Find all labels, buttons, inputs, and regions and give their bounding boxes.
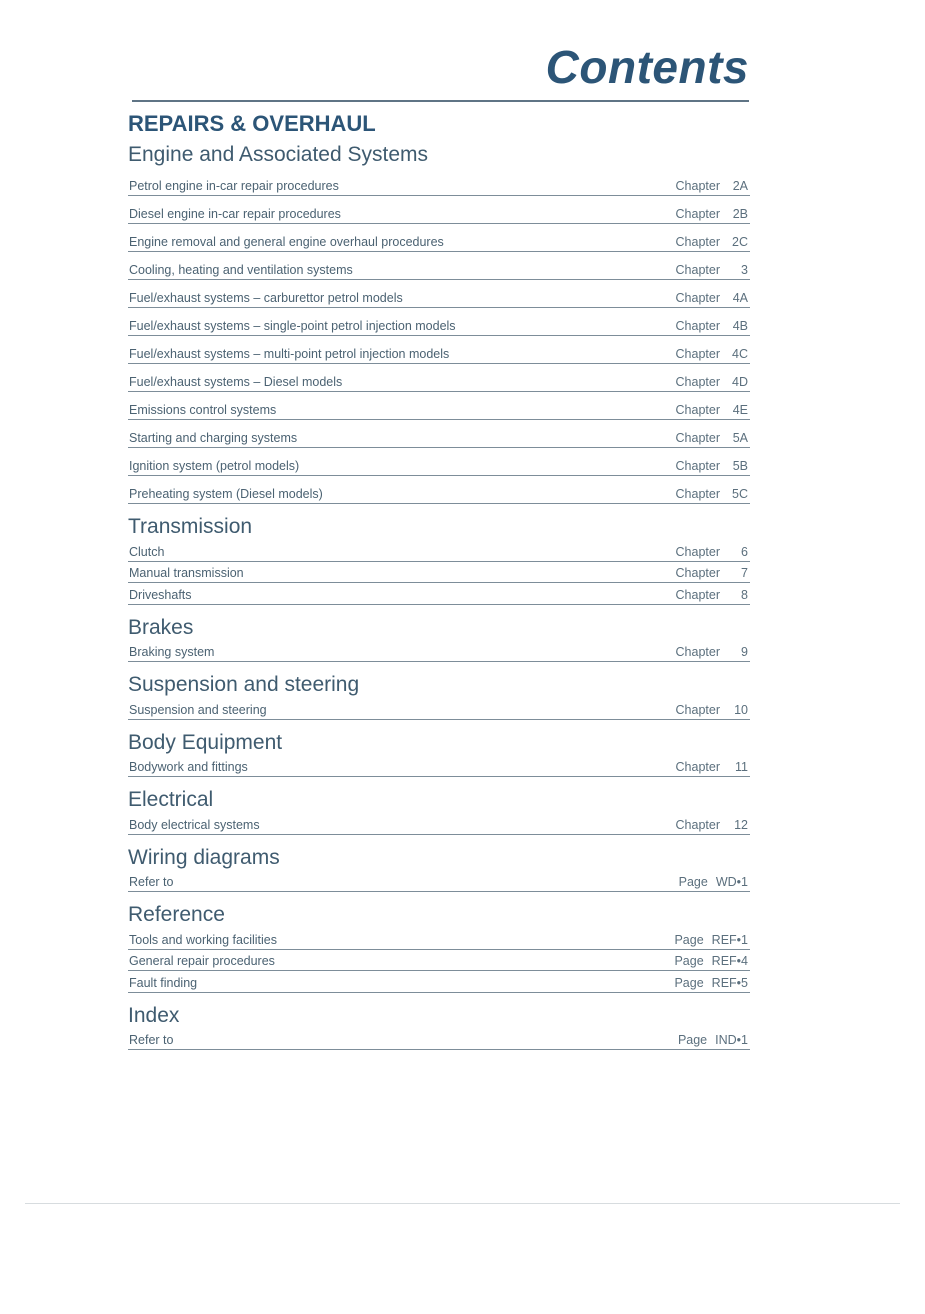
toc-section	[128, 730, 750, 778]
toc-entry[interactable]	[128, 971, 750, 993]
entry-label: Driveshafts	[129, 587, 192, 602]
toc-entry[interactable]	[128, 583, 750, 605]
entry-ref-number: REF•4	[711, 954, 748, 968]
toc-section	[128, 845, 750, 893]
entry-ref-number: 9	[741, 645, 748, 659]
entry-ref-number: 4D	[732, 375, 748, 389]
section-title: Body Equipment	[128, 730, 283, 754]
toc-entry[interactable]	[128, 641, 750, 663]
entry-ref-number: 4C	[732, 347, 748, 361]
toc-sections	[128, 142, 750, 1050]
entry-reference	[676, 645, 750, 659]
entry-reference	[676, 319, 750, 333]
entry-ref-number: 3	[741, 263, 748, 277]
section-title: Transmission	[128, 515, 253, 538]
toc-entry[interactable]	[128, 756, 750, 778]
entry-ref-number: 7	[741, 566, 748, 580]
toc-entry[interactable]	[128, 336, 750, 364]
entry-label: Starting and charging systems	[129, 431, 298, 445]
section-title: Suspension and steering	[128, 673, 360, 696]
entry-ref-word: Chapter	[675, 263, 720, 277]
toc-section	[128, 902, 750, 993]
entry-ref-word: Chapter	[675, 817, 720, 832]
entry-reference	[676, 703, 750, 717]
entry-reference	[676, 375, 750, 389]
entry-label: General repair procedures	[129, 954, 275, 968]
entry-label: Tools and working facilities	[129, 932, 277, 947]
entry-label: Body electrical systems	[129, 817, 260, 832]
toc-section	[128, 1003, 750, 1051]
toc-entry[interactable]	[128, 196, 750, 224]
entry-ref-number: IND•1	[715, 1033, 748, 1047]
toc-entry[interactable]	[128, 813, 750, 835]
entry-reference	[674, 954, 750, 968]
entry-reference	[678, 1033, 750, 1047]
section-title: Index	[128, 1003, 180, 1027]
entry-ref-word: Page	[674, 954, 704, 968]
entry-ref-word: Chapter	[675, 291, 720, 305]
bottom-rule	[25, 1203, 900, 1204]
entry-label: Bodywork and fittings	[129, 760, 248, 774]
entry-reference	[676, 291, 750, 305]
entry-ref-word: Chapter	[675, 431, 720, 445]
section-title: Wiring diagrams	[128, 845, 280, 869]
toc-entry[interactable]	[128, 392, 750, 420]
entry-label: Braking system	[129, 645, 215, 659]
entry-reference	[676, 235, 750, 249]
entry-label: Fuel/exhaust systems – single-point petrol injection models	[129, 319, 456, 333]
entry-ref-word: Chapter	[675, 487, 720, 501]
entry-ref-word: Chapter	[675, 319, 720, 333]
section-title: Brakes	[128, 615, 194, 639]
entry-ref-word: Page	[678, 875, 708, 889]
entry-ref-number: 6	[741, 544, 748, 559]
toc-entry[interactable]	[128, 280, 750, 308]
entry-ref-word: Chapter	[675, 235, 720, 249]
entry-label: Suspension and steering	[129, 702, 267, 717]
entry-label: Clutch	[129, 544, 165, 559]
entry-label: Petrol engine in-car repair procedures	[129, 179, 339, 193]
entry-label: Preheating system (Diesel models)	[129, 487, 323, 501]
toc-section	[128, 787, 750, 835]
section-title: Engine and Associated Systems	[128, 143, 429, 166]
table-of-contents	[128, 108, 750, 1050]
entry-ref-word: Chapter	[675, 347, 720, 361]
toc-entry[interactable]	[128, 224, 750, 252]
toc-entry[interactable]	[128, 698, 750, 720]
entry-ref-word: Chapter	[675, 375, 720, 389]
entry-label: Diesel engine in-car repair procedures	[129, 207, 341, 221]
entry-label: Manual transmission	[129, 566, 244, 580]
entry-ref-word: Page	[674, 975, 704, 990]
toc-entry[interactable]	[128, 420, 750, 448]
entry-ref-number: 8	[741, 587, 748, 602]
entry-ref-word: Chapter	[675, 566, 720, 580]
toc-entry[interactable]	[128, 871, 750, 893]
entry-reference	[676, 431, 750, 445]
entry-ref-number: WD•1	[715, 875, 748, 889]
toc-entry[interactable]	[128, 950, 750, 972]
toc-section	[128, 514, 750, 605]
entry-reference	[676, 760, 750, 774]
entry-label: Emissions control systems	[129, 403, 277, 417]
entry-reference	[676, 179, 750, 193]
entry-ref-word: Chapter	[675, 587, 720, 602]
entry-label: Refer to	[129, 875, 174, 889]
entry-reference	[676, 818, 750, 832]
entry-reference	[676, 207, 750, 221]
entry-ref-word: Chapter	[675, 544, 720, 559]
toc-entry[interactable]	[128, 252, 750, 280]
page-title: Contents	[545, 41, 749, 93]
entry-ref-word: Chapter	[675, 645, 720, 659]
entry-ref-word: Chapter	[675, 760, 720, 774]
entry-label: Fuel/exhaust systems – carburettor petrol models	[129, 291, 403, 305]
toc-entry[interactable]	[128, 448, 750, 476]
entry-label: Refer to	[129, 1033, 174, 1047]
entry-ref-word: Chapter	[675, 179, 720, 193]
toc-entry[interactable]	[128, 308, 750, 336]
section-title: Electrical	[128, 788, 214, 811]
entry-label: Fault finding	[129, 975, 198, 990]
entry-ref-number: 10	[734, 702, 748, 717]
entry-reference	[676, 459, 750, 473]
toc-entry[interactable]	[128, 168, 750, 196]
entry-reference	[676, 263, 750, 277]
entry-reference	[676, 403, 750, 417]
toc-entry[interactable]	[128, 562, 750, 584]
entry-ref-number: 11	[735, 760, 748, 774]
entry-ref-number: REF•1	[711, 932, 748, 947]
entry-ref-number: 12	[734, 817, 748, 832]
part-title: REPAIRS & OVERHAUL	[128, 111, 376, 136]
entry-ref-word: Chapter	[675, 459, 720, 473]
entry-reference	[676, 588, 750, 602]
entry-ref-word: Chapter	[675, 702, 720, 717]
toc-section	[128, 142, 750, 504]
entry-reference	[674, 976, 750, 990]
section-title: Reference	[128, 903, 225, 926]
entry-label: Fuel/exhaust systems – multi-point petrol injection models	[129, 347, 450, 361]
entry-ref-word: Chapter	[675, 207, 720, 221]
toc-entry[interactable]	[128, 540, 750, 562]
entry-ref-number: 2A	[732, 179, 748, 193]
toc-entry[interactable]	[128, 1029, 750, 1051]
entry-reference	[676, 545, 750, 559]
toc-section	[128, 615, 750, 663]
entry-reference	[674, 933, 750, 947]
toc-entry[interactable]	[128, 364, 750, 392]
entry-reference	[676, 487, 750, 501]
entry-reference	[676, 566, 750, 580]
toc-section	[128, 672, 750, 720]
entry-ref-word: Chapter	[675, 403, 720, 417]
entry-ref-number: 5B	[732, 459, 748, 473]
entry-ref-number: 5A	[732, 431, 748, 445]
entry-ref-number: REF•5	[711, 975, 748, 990]
entry-ref-number: 4E	[732, 403, 748, 417]
entry-label: Ignition system (petrol models)	[129, 459, 300, 473]
title-rule	[132, 100, 749, 102]
entry-ref-number: 2B	[732, 207, 748, 221]
entry-reference	[679, 875, 750, 889]
entry-label: Cooling, heating and ventilation systems	[129, 263, 353, 277]
entry-ref-word: Page	[677, 1033, 708, 1047]
entry-ref-word: Page	[674, 932, 704, 947]
toc-entry[interactable]	[128, 928, 750, 950]
toc-entry[interactable]	[128, 476, 750, 504]
entry-ref-number: 4B	[732, 319, 748, 333]
entry-ref-number: 5C	[732, 487, 748, 501]
entry-ref-number: 4A	[732, 291, 748, 305]
entry-reference	[676, 347, 750, 361]
entry-label: Fuel/exhaust systems – Diesel models	[129, 375, 343, 389]
entry-label: Engine removal and general engine overhaul procedures	[129, 235, 444, 249]
entry-ref-number: 2C	[732, 235, 748, 249]
